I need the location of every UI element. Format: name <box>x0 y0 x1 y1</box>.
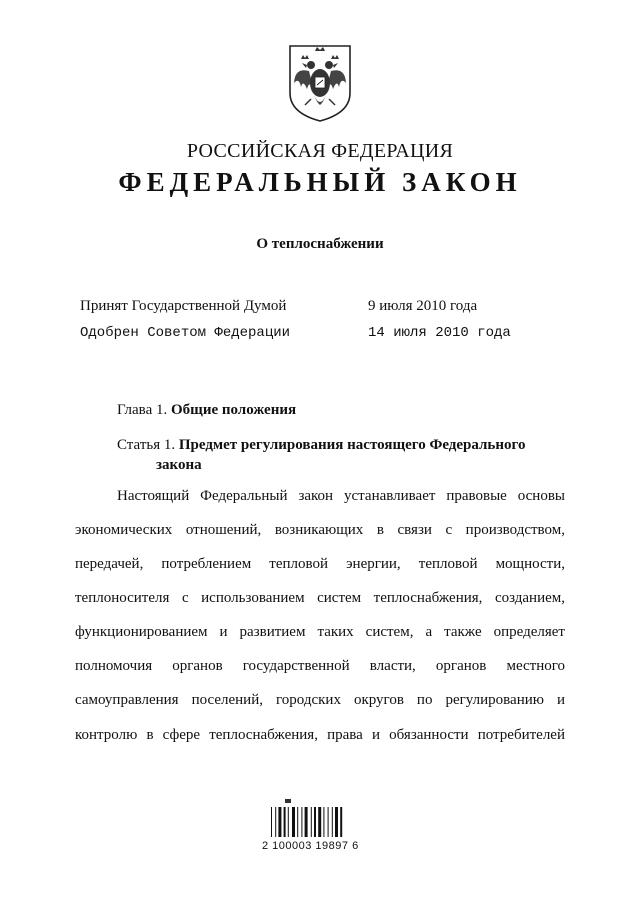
body-text-line: Настоящий Федеральный закон устанавливает правовые основы <box>117 488 565 504</box>
body-text-line: экономических отношений, возникающих в связи с производством, <box>75 522 565 538</box>
chapter-prefix: Глава 1. <box>117 402 168 418</box>
chapter-title: Общие положения <box>170 402 297 418</box>
body-text-line: полномочия органов государственной власти, органов местного <box>75 658 565 674</box>
barcode-number: 2 100003 19897 6 <box>262 840 359 852</box>
body-text-line: контролю в сфере теплоснабжения, права и обязанности потребителей <box>75 727 565 743</box>
chapter-heading <box>117 402 296 419</box>
council-approval-label: Одобрен Советом Федерации <box>80 325 291 341</box>
russian-coat-of-arms-icon <box>287 43 353 123</box>
duma-adoption-label: Принят Государственной Думой <box>80 298 287 314</box>
body-text-line: самоуправления поселений, городских округов по регулированию и <box>75 692 565 708</box>
article-title-line2: закона <box>156 457 202 473</box>
law-title: О теплоснабжении <box>256 236 384 252</box>
country-name: РОССИЙСКАЯ ФЕДЕРАЦИЯ <box>186 140 454 162</box>
article-prefix: Статья 1. <box>117 437 176 453</box>
article-title-line1: Предмет регулирования настоящего Федерального <box>178 437 526 453</box>
body-text-line: теплоносителя с использованием систем теплоснабжения, созданием, <box>75 590 565 606</box>
body-text-line: передачей, потреблением тепловой энергии, тепловой мощности, <box>75 556 565 572</box>
body-text-line: функционированием и развитием таких систем, а также определяет <box>75 624 565 640</box>
council-approval-date: 14 июля 2010 года <box>368 325 511 341</box>
law-type-heading: ФЕДЕРАЛЬНЫЙ ЗАКОН <box>118 167 522 197</box>
duma-adoption-date: 9 июля 2010 года <box>368 298 478 314</box>
article-heading <box>117 437 525 454</box>
